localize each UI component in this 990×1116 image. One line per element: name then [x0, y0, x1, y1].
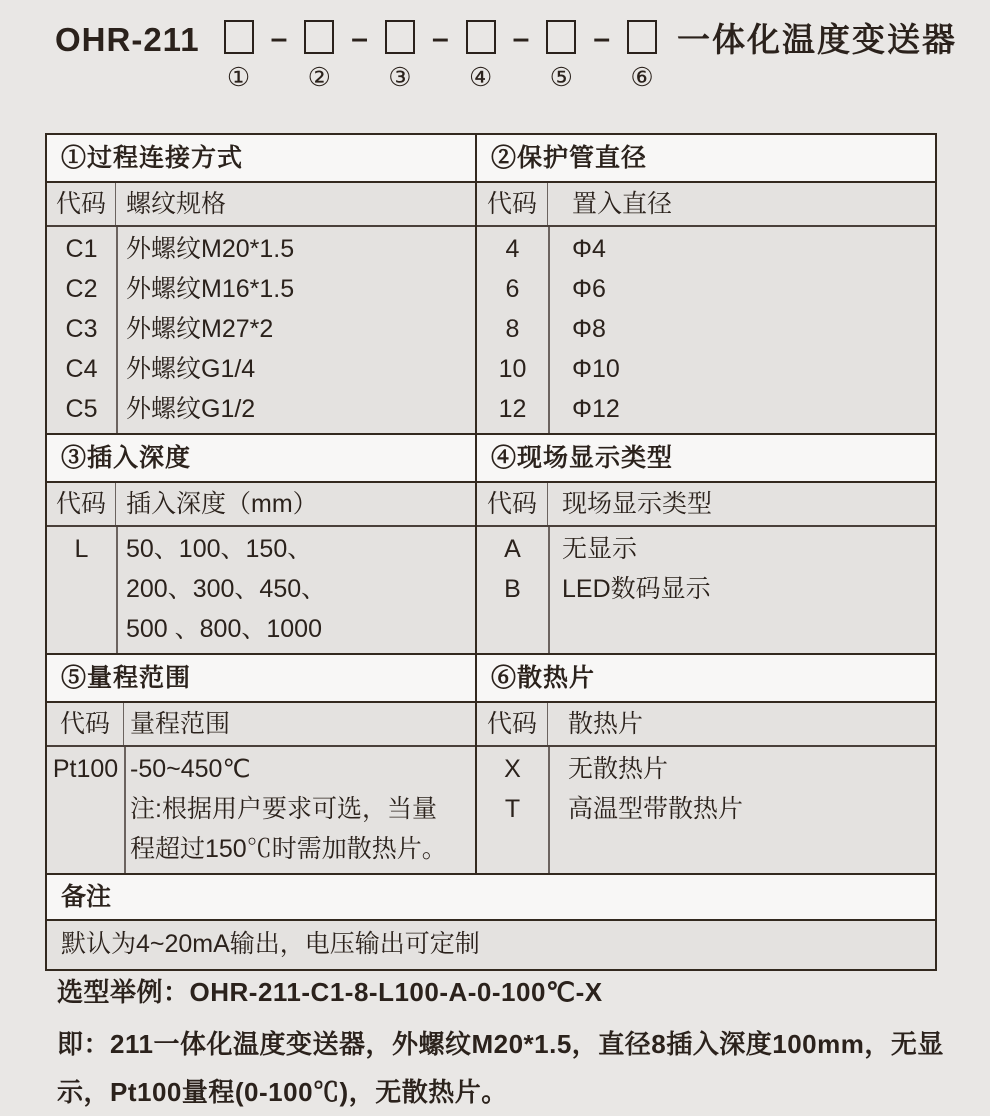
- example-code-line: [57, 972, 952, 1012]
- table-row: [477, 229, 935, 269]
- section-header: [477, 703, 935, 747]
- section-rows: [477, 527, 935, 653]
- section-heat-sink: [477, 655, 935, 873]
- value-cell: [548, 309, 935, 349]
- section-measure-range: [47, 655, 477, 873]
- code-box: [546, 20, 576, 54]
- selection-table: [45, 133, 937, 971]
- table-row: [477, 529, 935, 569]
- section-title: ②保护管直径: [477, 135, 935, 183]
- section-title: ⑥散热片: [477, 655, 935, 703]
- section-rows: [47, 227, 475, 433]
- value-cell: [116, 529, 475, 649]
- code-cell: 8: [505, 315, 520, 343]
- dash-separator: –: [351, 22, 368, 55]
- value-cell: [116, 349, 475, 389]
- section-tube-diameter: [477, 135, 935, 433]
- value-line: 高温型带散热片: [568, 795, 744, 823]
- dash-separator: –: [593, 22, 610, 55]
- value-cell: [548, 349, 935, 389]
- section-process-connection: [47, 135, 477, 433]
- dash-separator: –: [431, 22, 449, 55]
- value-header-cell: 置入直径: [572, 190, 673, 218]
- code-segment: [222, 20, 256, 92]
- value-cell: [548, 229, 935, 269]
- example-code: OHR-211-C1-8-L100-A-0-100℃-X: [189, 977, 603, 1007]
- code-cell: B: [504, 575, 521, 603]
- dash-separator: –: [270, 22, 288, 55]
- selection-example: [57, 972, 952, 1116]
- example-label: 选型举例：: [57, 977, 190, 1007]
- position-number: ②: [307, 62, 331, 92]
- value-line: 外螺纹G1/4: [126, 355, 256, 383]
- value-line: 外螺纹M20*1.5: [126, 235, 295, 263]
- code-segment: [383, 20, 417, 92]
- table-row: [477, 789, 935, 829]
- value-line: 外螺纹M16*1.5: [126, 275, 295, 303]
- value-cell: [548, 389, 935, 429]
- section-insertion-depth: [47, 435, 477, 653]
- table-row: [47, 349, 475, 389]
- table-band-3: [47, 655, 935, 875]
- position-number: ④: [468, 62, 493, 92]
- value-line: Φ4: [572, 235, 606, 263]
- remark-text: 默认为4~20mA输出，电压输出可定制: [61, 930, 480, 958]
- code-box: [385, 20, 415, 54]
- table-row: [47, 529, 475, 649]
- value-line: -50~450℃: [130, 755, 251, 783]
- value-line: 无显示: [562, 535, 638, 563]
- code-cell: C5: [65, 395, 98, 423]
- section-title: ⑤量程范围: [47, 655, 475, 703]
- code-header-cell: 代码: [47, 483, 116, 525]
- product-name: 一体化温度变送器: [677, 21, 957, 58]
- code-cell: Pt100: [52, 755, 119, 783]
- value-cell: [116, 269, 475, 309]
- value-line: 500 、800、1000: [126, 615, 322, 643]
- section-title: ④现场显示类型: [477, 435, 935, 483]
- table-row: [477, 749, 935, 789]
- section-rows: [477, 227, 935, 433]
- value-line: Φ12: [572, 395, 620, 423]
- code-box: [224, 20, 254, 54]
- value-cell: [548, 749, 935, 789]
- value-line: 外螺纹M27*2: [126, 315, 274, 343]
- code-cell: T: [504, 795, 521, 823]
- code-cell: A: [504, 535, 521, 563]
- section-rows: [477, 747, 935, 873]
- value-header-cell: 螺纹规格: [126, 190, 227, 218]
- position-number: ⑥: [630, 62, 654, 92]
- value-cell: [116, 309, 475, 349]
- value-cell: [116, 389, 475, 429]
- dash-separator: –: [512, 22, 530, 55]
- table-row: [47, 309, 475, 349]
- position-number: ⑤: [549, 62, 573, 92]
- table-row: [47, 389, 475, 429]
- value-cell: [548, 269, 935, 309]
- value-cell: [548, 789, 935, 829]
- value-line: 程超过150℃时需加散热片。: [130, 835, 447, 863]
- table-row: [47, 269, 475, 309]
- value-line: 无散热片: [568, 755, 669, 783]
- code-segment: [302, 20, 336, 92]
- table-row: [47, 749, 475, 869]
- position-number: ③: [388, 62, 412, 92]
- table-band-2: [47, 435, 935, 655]
- example-description: 即：211一体化温度变送器，外螺纹M20*1.5，直径8插入深度100mm，无显示，Pt100量程(0-100℃)，无散热片。: [57, 1029, 944, 1107]
- model-code-header: [0, 0, 990, 112]
- code-boxes: [222, 20, 659, 92]
- model-number: OHR-211: [55, 21, 200, 58]
- code-cell: L: [74, 535, 89, 563]
- code-cell: C2: [65, 275, 98, 303]
- code-header-cell: 代码: [47, 703, 124, 745]
- code-segment: [464, 20, 498, 92]
- section-title: ①过程连接方式: [47, 135, 475, 183]
- code-box: [304, 20, 334, 54]
- value-line: 50、100、150、: [126, 535, 313, 563]
- value-header-cell: 量程范围: [130, 710, 231, 738]
- section-rows: [47, 747, 475, 873]
- section-display-type: [477, 435, 935, 653]
- code-header-cell: 代码: [477, 183, 548, 225]
- value-line: 注:根据用户要求可选，当量: [130, 795, 437, 823]
- position-number: ①: [226, 62, 251, 92]
- code-header-cell: 代码: [477, 483, 548, 525]
- section-title: ③插入深度: [47, 435, 475, 483]
- value-line: Φ10: [572, 355, 620, 383]
- value-cell: [548, 529, 935, 569]
- value-cell: [116, 229, 475, 269]
- section-rows: [47, 527, 475, 653]
- value-line: Φ8: [572, 315, 606, 343]
- section-header: [47, 483, 475, 527]
- value-header-cell: 散热片: [568, 710, 644, 738]
- section-header: [47, 183, 475, 227]
- table-band-1: [47, 135, 935, 435]
- table-row: [477, 349, 935, 389]
- value-cell: [548, 569, 935, 609]
- code-header-cell: 代码: [477, 703, 548, 745]
- value-line: 200、300、450、: [126, 575, 327, 603]
- value-cell: [124, 749, 475, 869]
- remark-title: 备注: [47, 875, 935, 921]
- code-cell: 4: [505, 235, 520, 263]
- code-cell: C4: [65, 355, 98, 383]
- code-cell: C1: [65, 235, 98, 263]
- code-box: [466, 20, 496, 54]
- value-header-cell: 插入深度（mm）: [126, 490, 318, 518]
- value-line: LED数码显示: [562, 575, 711, 603]
- code-cell: 10: [498, 355, 527, 383]
- value-line: 外螺纹G1/2: [126, 395, 256, 423]
- section-header: [47, 703, 475, 747]
- value-line: Φ6: [572, 275, 606, 303]
- section-header: [477, 183, 935, 227]
- code-cell: 6: [505, 275, 520, 303]
- code-header-cell: 代码: [47, 183, 116, 225]
- table-row: [477, 569, 935, 609]
- code-cell: C3: [65, 315, 98, 343]
- code-cell: X: [504, 755, 521, 783]
- code-segment: [544, 20, 578, 92]
- table-row: [47, 229, 475, 269]
- section-header: [477, 483, 935, 527]
- table-row: [477, 309, 935, 349]
- value-header-cell: 现场显示类型: [562, 490, 713, 518]
- code-box: [627, 20, 657, 54]
- code-segment: [625, 20, 659, 92]
- table-row: [477, 269, 935, 309]
- table-row: [477, 389, 935, 429]
- code-cell: 12: [498, 395, 527, 423]
